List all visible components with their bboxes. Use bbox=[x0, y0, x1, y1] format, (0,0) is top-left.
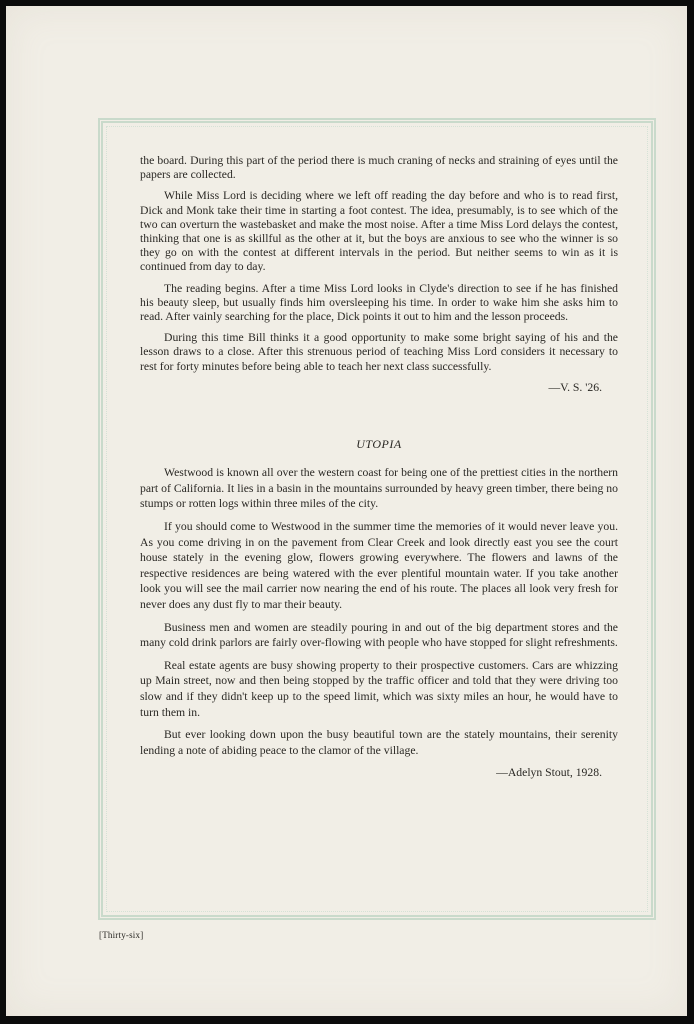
section-utopia bbox=[140, 465, 618, 781]
section-classroom bbox=[140, 154, 618, 395]
page bbox=[6, 6, 687, 1016]
page-number: [Thirty-six] bbox=[99, 930, 144, 940]
paragraph: Business men and women are steadily pouring in and out of the big department stores and the many cold drink parlors are fairly over-flowing with people who have stopped for slight refreshments. bbox=[140, 620, 618, 650]
paragraph: the board. During this part of the period there is much craning of necks and straining of eyes until the papers are collected. bbox=[140, 154, 618, 182]
paragraph: During this time Bill thinks it a good opportunity to make some bright saying of his and the lesson draws to a close. After this strenuous period of teaching Miss Lord considers it necessary to rest for forty minutes before being able to teach her next class successfully. bbox=[140, 331, 618, 373]
paragraph: The reading begins. After a time Miss Lord looks in Clyde's direction to see if he has finished his beauty sleep, but usually finds him oversleeping his time. In order to wake him she asks him to read. After vainly searching for the place, Dick points it out to him and the lesson proceeds. bbox=[140, 281, 618, 324]
section-title: UTOPIA bbox=[356, 437, 402, 452]
paragraph: But ever looking down upon the busy beautiful town are the stately mountains, their serenity lending a note of abiding peace to the clamor of the village. bbox=[140, 728, 618, 757]
signature: —Adelyn Stout, 1928. bbox=[496, 766, 602, 780]
paragraph: Westwood is known all over the western coast for being one of the prettiest cities in the northern part of California. It lies in a basin in the mountains surrounded by heavy green timber, there being no stumps or rotten logs within three miles of the city. bbox=[140, 466, 618, 511]
paragraph: If you should come to Westwood in the summer time the memories of it would never leave you. As you come driving in on the pavement from Clear Creek and look directly east you see the court house stately in the evening glow, flowers growing everywhere. The flowers and lawns of the respective residences are being watered with the ever plentiful mountain water. If you take another look you will see the mail carrier now nearing the end of his route. The places all look very fresh for never does any dust fly to mar their beauty. bbox=[140, 520, 618, 611]
signature: —V. S. '26. bbox=[548, 380, 602, 394]
paragraph: While Miss Lord is deciding where we left off reading the day before and who is to read first, Dick and Monk take their time in starting a foot contest. The idea, presumably, is to see which of the two can overturn the wastebasket and make the most noise. After a time Miss Lord delays the contest, thinking that one is as skillful as the other at it, but the boys are anxious to see who the winner is so they go on with the contest at different intervals in the period. But neither seems to win as it is continued from day to day. bbox=[140, 189, 618, 274]
paragraph: Real estate agents are busy showing property to their prospective customers. Cars are whizzing up Main street, now and then being stopped by the traffic officer and told that they were driving too slow and if they didn't keep up to the speed limit, which was sixty miles an hour, he would have to turn them in. bbox=[140, 658, 618, 719]
main-text bbox=[140, 154, 618, 781]
